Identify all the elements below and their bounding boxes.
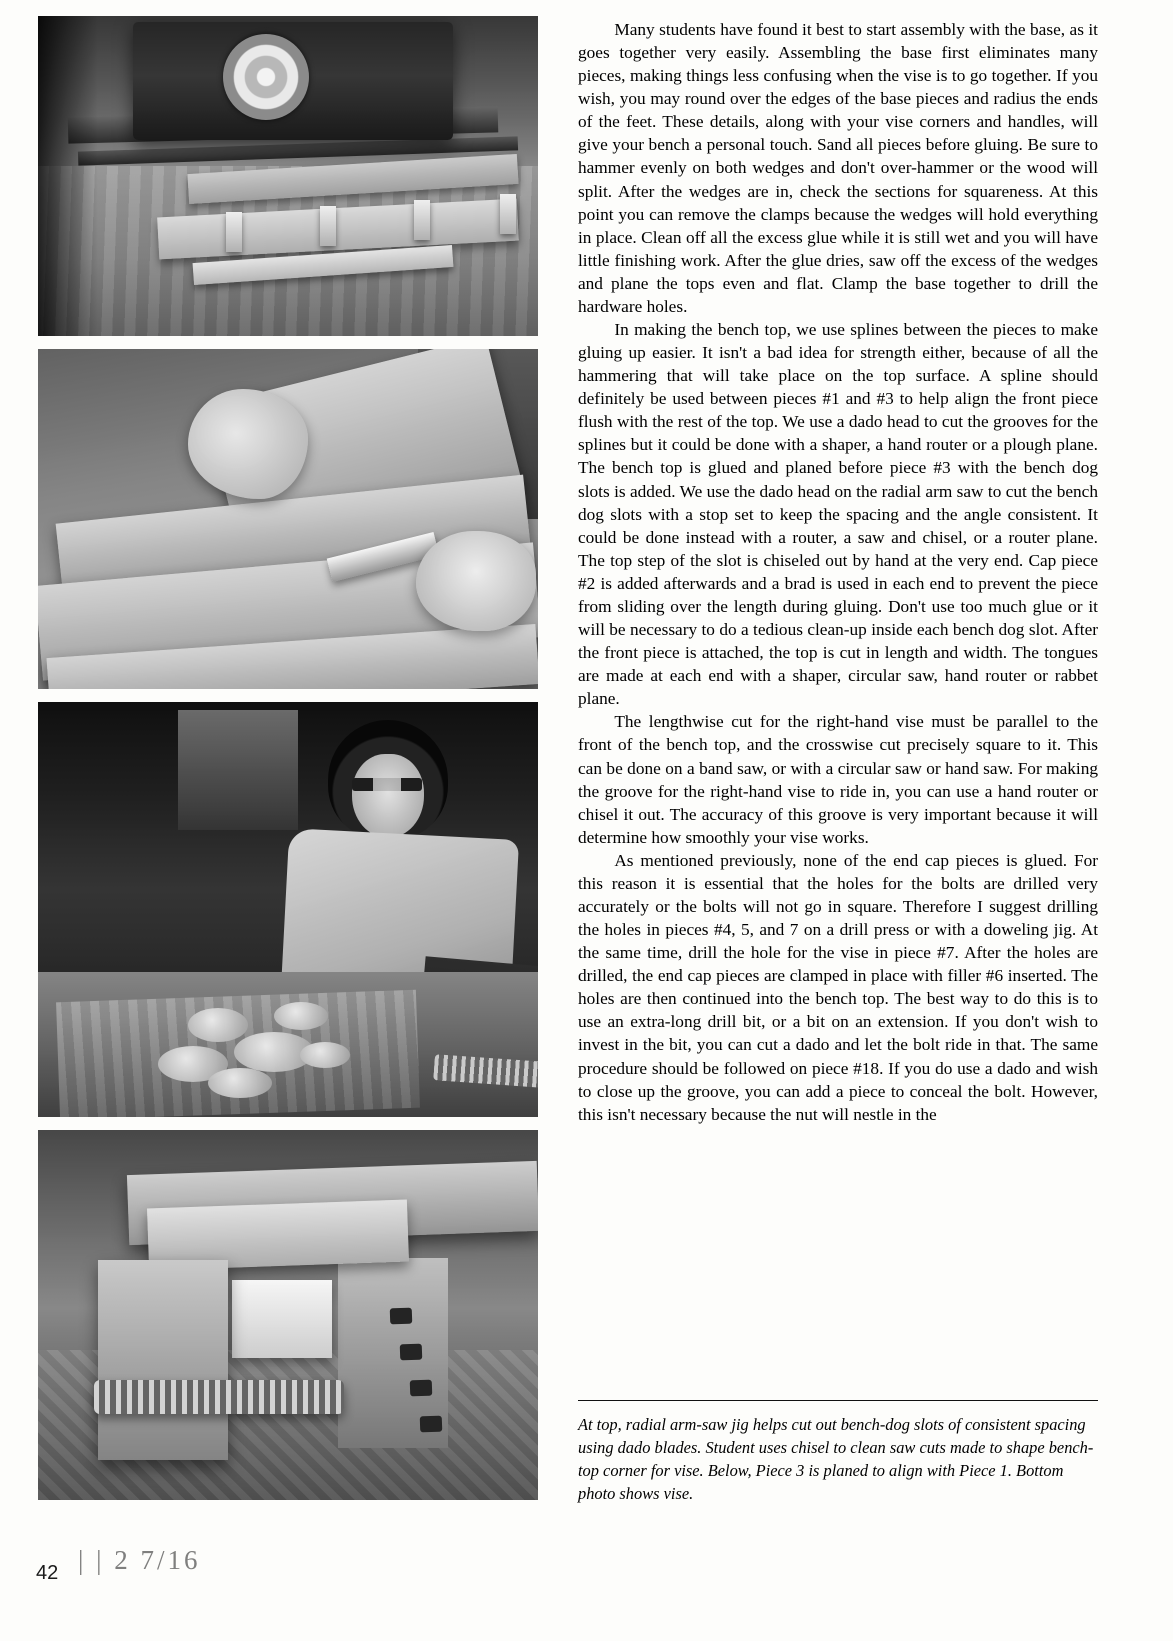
bench-dog-slot [414, 200, 430, 240]
bench-dog-slot [226, 212, 242, 252]
filler-block [232, 1280, 332, 1358]
wood-shaving [274, 1002, 328, 1030]
wood-shaving [188, 1008, 248, 1042]
wood-shaving [300, 1042, 350, 1068]
paragraph: The lengthwise cut for the right-hand vise must be parallel to the front of the bench top, and the crosswise cut precisely square to it. This can be done on a band saw, or with a circular saw or hand saw. For making the groove for the right-hand vise to ride in, you can use a hand router or chisel it out. The accuracy of this groove is very important because it will determine how smoothly your vise works. [578, 712, 1098, 847]
photo-student-planing [38, 702, 538, 1117]
page-number: 42 [36, 1562, 59, 1584]
paragraph: In making the bench top, we use splines between the pieces to make gluing up easier. It isn't a bad idea for strength either, because of all the hammering that will take place on the top surface. A spline should definitely be used between pieces #1 and #3 to help align the front piece flush with the rest of the top. We use a dado head to cut the grooves for the splines but it could be done with a shaper, a hand router or a plough plane. The bench top is glued and planed before piece #3 with the bench dog slots is added. We use the dado head on the radial arm saw to cut the bench dog slots with a stop set to keep the spacing and the angle consistent. It could be done instead with a router, a saw and chisel, or a router plane. The top step of the slot is chiseled out by hand at the very end. Cap piece #2 is added afterwards and a brad is used in each end to prevent the piece from sliding over the length during gluing. Don't use too much glue or it will be necessary to do a tedious clean-up inside each bench dog slot. After the front piece is attached, the top is cut in length and width. The tongues are made at each end with a shaper, circular saw, hand router or rabbet plane. [578, 320, 1098, 709]
photo-column [38, 16, 538, 1513]
paragraph: Many students have found it best to start assembly with the base, as it goes together very easily. Assembling the base first eliminates many pieces, making things less confusing when the vise is to go together. If you wish, you may round over the edges of the base pieces and radius the ends of the feet. These details, along with your vise corners and handles, will give your bench a personal touch. Sand all pieces before gluing. Be sure to hammer evenly on both wedges and don't over-hammer or the wood will split. After the wedges are in, check the sections for squareness. At this point you can remove the clamps because the wedges will hold everything in place. Clean off all the excess glue while it is still wet and you will have little finishing work. After the glue dries, saw off the excess of the wedges and plane the tops even and flat. Clamp the base together to drill the hardware holes. [578, 20, 1098, 316]
wood-shaving [208, 1068, 272, 1098]
photo-radial-arm-saw-jig [38, 16, 538, 336]
photo-caption: At top, radial arm-saw jig helps cut out bench-dog slots of consistent spacing using dado blades. Student uses chisel to clean saw cuts made to shape bench-top corner for vise. Below, Piece 3 is planed to align with Piece 1. Bottom photo shows vise. [578, 1415, 1094, 1503]
photo-vise [38, 1130, 538, 1500]
bench-dog-hole [410, 1380, 433, 1397]
article-body [578, 18, 1098, 1126]
caption-divider [578, 1400, 1098, 1401]
student-face [352, 754, 424, 838]
workshop-window [178, 710, 298, 830]
bench-dog-slot [320, 206, 336, 246]
vise-front-jaw [98, 1260, 228, 1460]
paragraph: As mentioned previously, none of the end cap pieces is glued. For this reason it is essential that the holes for the bolts are drilled very accurately or the bolts will not go in square. Therefore I suggest drilling the holes in pieces #4, 5, and 7 on a drill press or with a doweling jig. At the same time, drill the hole for the vise in piece #7. After the holes are drilled, the end cap pieces are clamped in place with filler #6 inserted. The holes are then continued into the bench top. The best way to do this is to use an extra-long drill bit, or a bit on an extension. If you don't wish to invest in the bit, you can cut a dado and let the bolt ride in that. The same procedure should be followed on piece #18. If you do use a dado and wish to close up the groove, you can add a piece to conceal the bolt. However, this isn't necessary because the nut will nestle in the [578, 850, 1098, 1124]
bench-dog-hole [390, 1308, 413, 1325]
bench-dog-hole [420, 1416, 443, 1433]
bench-dog-hole [400, 1344, 423, 1361]
student-right-hand [416, 531, 536, 631]
dado-blade [223, 34, 309, 120]
bench-dog-slot [500, 194, 516, 234]
photo-chisel-cleanup [38, 349, 538, 689]
eyeglasses [352, 778, 422, 791]
photo-shadow-edge [38, 16, 98, 336]
margin-annotation: | | 2 7/16 [78, 1545, 201, 1575]
vise-screw [94, 1380, 344, 1414]
